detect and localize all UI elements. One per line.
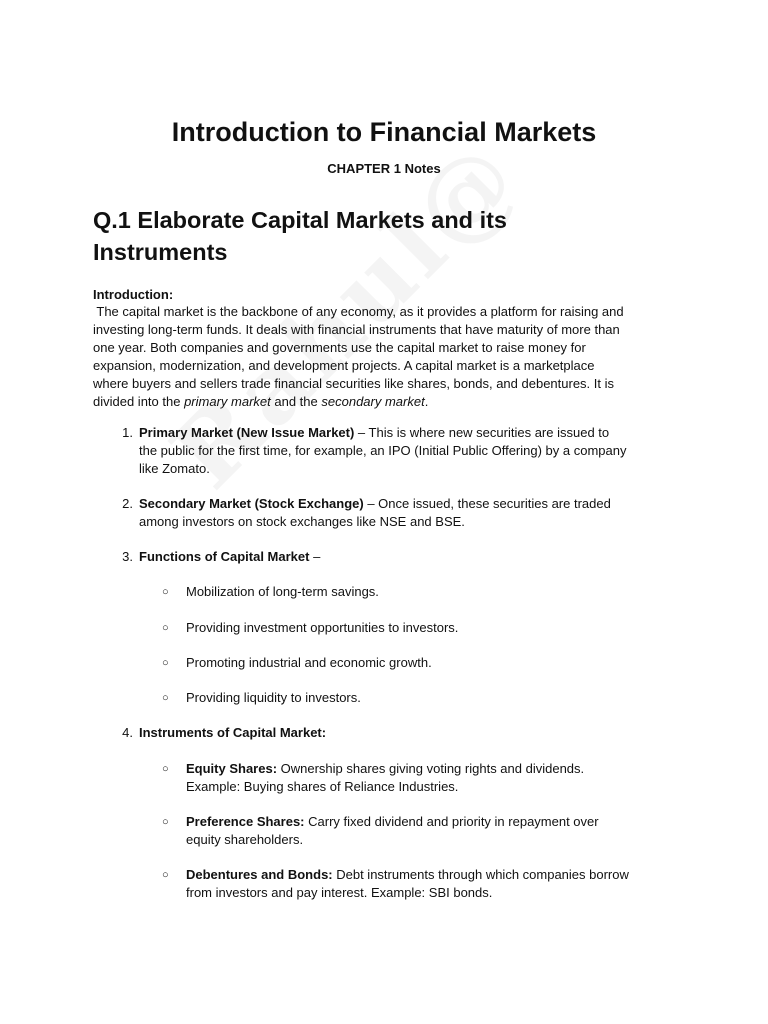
intro-line: where buyers and sellers trade financial securities like shares, bonds, and debentures. It is [93,376,615,391]
bullet-icon: ○ [162,763,169,775]
bullet-icon: ○ [162,692,169,704]
sub-list-text: Debt instruments through which companies borrow [332,867,629,882]
list-item-secondary-market [122,495,679,531]
sub-list-text: Ownership shares giving voting rights and dividends. [277,761,585,776]
list-item-text: – This is where new securities are issued to [354,425,610,440]
question-heading-line: Q.1 Elaborate Capital Markets and its [93,207,507,233]
sub-list-text: Promoting industrial and economic growth. [186,655,432,670]
list-number: 3. [122,549,133,564]
sub-list-item-preference [162,813,676,849]
list-item-line: the public for the first time, for example, an IPO (Initial Public Offering) by a company [139,443,627,458]
sub-list-text: Mobilization of long-term savings. [186,584,379,599]
intro-line [93,393,683,411]
list-item-line: like Zomato. [139,461,210,476]
list-item-text: – Once issued, these securities are traded [363,496,611,511]
sub-list-line [186,813,676,831]
sub-list-title: Equity Shares: [186,761,278,776]
sub-list-item [162,583,676,601]
list-item-title: Primary Market (New Issue Market) [139,425,355,440]
intro-text: . [424,394,429,409]
list-item-line [139,724,679,742]
sub-list-text: Providing investment opportunities to investors. [186,620,459,635]
intro-text: divided into the [93,394,185,409]
list-number: 2. [122,496,133,511]
sub-list-line: from investors and pay interest. Example: SBI bonds. [186,885,493,900]
bullet-icon: ○ [162,622,169,634]
list-item-primary-market [122,424,679,478]
intro-text: and the [270,394,322,409]
list-number: 4. [122,725,133,740]
bullet-icon: ○ [162,816,169,828]
sub-list-item [162,619,676,637]
sub-list-text: Carry fixed dividend and priority in repayment over [304,814,599,829]
bullet-icon: ○ [162,657,169,669]
list-item-functions [122,548,679,566]
sub-list-line [186,760,676,778]
sub-list-text: Providing liquidity to investors. [186,690,361,705]
intro-label: Introduction: [93,287,174,302]
question-heading [93,204,693,268]
sub-list-item-debentures [162,866,676,902]
list-item-line [139,424,679,442]
page-title: Introduction to Financial Markets [171,117,597,147]
sub-list-title: Debentures and Bonds: [186,867,333,882]
intro-emphasis: primary market [184,394,271,409]
list-number: 1. [122,425,133,440]
bullet-icon: ○ [162,869,169,881]
intro-emphasis: secondary market [321,394,425,409]
list-item-line [139,495,679,513]
sub-list-item [162,654,676,672]
intro-line: investing long-term funds. It deals with financial instruments that have maturity of more than [93,322,620,337]
intro-line: one year. Both companies and governments use the capital market to raise money for [93,340,586,355]
sub-list-item-equity [162,760,676,796]
list-item-title: Instruments of Capital Market: [139,725,327,740]
sub-list-line: equity shareholders. [186,832,304,847]
intro-line: The capital market is the backbone of any economy, as it provides a platform for raising and [93,304,624,319]
sub-list-title: Preference Shares: [186,814,305,829]
intro-line: expansion, modernization, and development projects. A capital market is a marketplace [93,358,595,373]
question-heading-line: Instruments [93,239,228,265]
list-item-title: Secondary Market (Stock Exchange) [139,496,364,511]
list-item-instruments [122,724,679,742]
bullet-icon: ○ [162,586,169,598]
intro-paragraph [93,303,683,411]
list-item-line: among investors on stock exchanges like NSE and BSE. [139,514,465,529]
list-item-text: – [309,549,321,564]
sub-list-item [162,689,676,707]
sub-list-line [186,866,676,884]
list-item-title: Functions of Capital Market [139,549,310,564]
sub-list-line: Example: Buying shares of Reliance Industries. [186,779,459,794]
page-subtitle: CHAPTER 1 Notes [327,161,441,176]
list-item-line [139,548,679,566]
